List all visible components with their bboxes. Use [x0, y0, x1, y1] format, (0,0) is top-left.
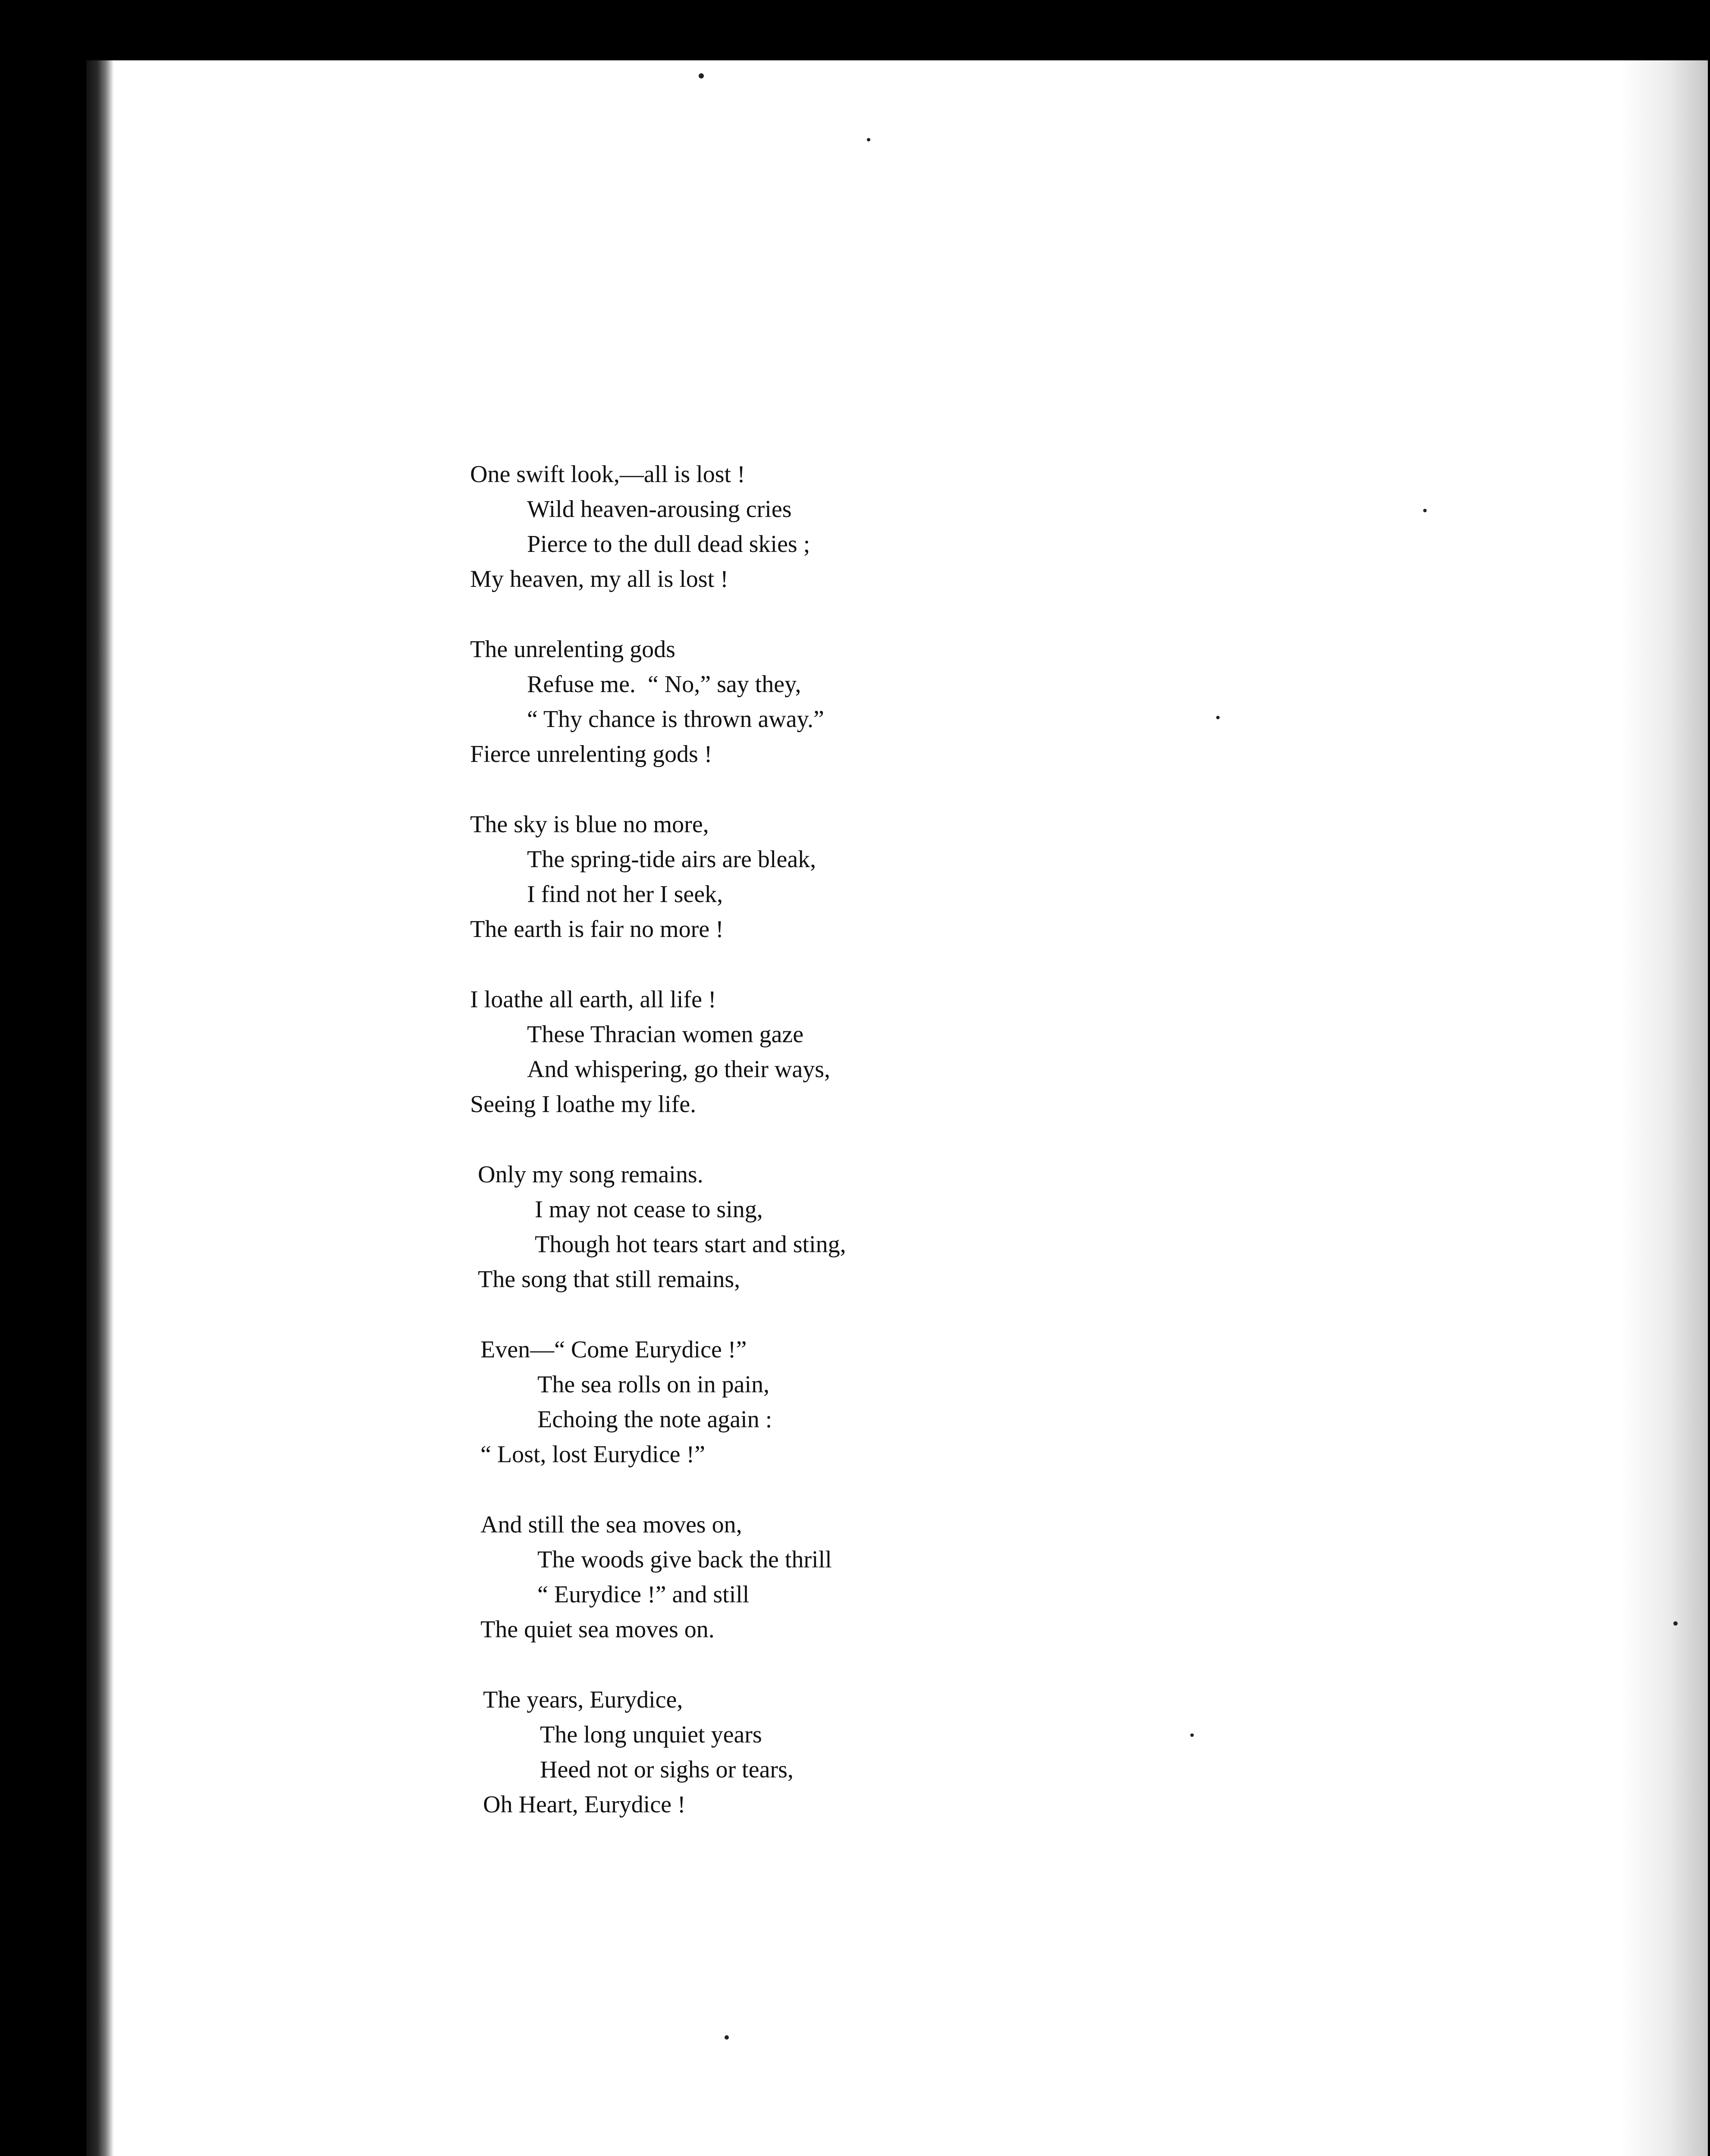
poem-line: Seeing I loathe my life. — [470, 1091, 697, 1118]
poem-line: My heaven, my all is lost ! — [470, 566, 728, 592]
poem-line: Fierce unrelenting gods ! — [470, 741, 712, 768]
poem-line: The sky is blue no more, — [470, 811, 709, 838]
page-binding-shadow — [86, 60, 114, 2156]
poem-line: Oh Heart, Eurydice ! — [483, 1791, 686, 1818]
poem-line: The unrelenting gods — [470, 636, 675, 663]
poem-line: And whispering, go their ways, — [527, 1056, 831, 1083]
poem-line: “ Thy chance is thrown away.” — [527, 706, 824, 733]
scan-speck — [1190, 1733, 1194, 1737]
poem-line: Refuse me. “ No,” say they, — [527, 671, 801, 698]
scan-speck — [1216, 716, 1220, 719]
poem-line: “ Eurydice !” and still — [537, 1581, 750, 1608]
scan-speck — [725, 2035, 729, 2040]
poem-line: One swift look,—all is lost ! — [470, 461, 745, 488]
stanza-5 — [478, 1157, 1290, 1297]
poem-line: These Thracian women gaze — [527, 1021, 804, 1048]
poem-line: The spring-tide airs are bleak, — [527, 846, 816, 873]
poem-line: The woods give back the thrill — [537, 1546, 832, 1573]
scan-speck — [1673, 1621, 1678, 1626]
stanza-2 — [470, 632, 1290, 772]
poem-line: The earth is fair no more ! — [470, 916, 724, 943]
page-edge-shading — [1622, 60, 1708, 2156]
stanza-7 — [480, 1507, 1290, 1647]
poem-line: I may not cease to sing, — [535, 1196, 763, 1223]
scan-speck — [1423, 509, 1427, 512]
stanza-3 — [470, 807, 1290, 947]
poem-line: The sea rolls on in pain, — [537, 1371, 770, 1398]
poem-line: The years, Eurydice, — [483, 1686, 683, 1713]
stanza-8 — [483, 1683, 1290, 1822]
poem-line: Pierce to the dull dead skies ; — [527, 531, 810, 558]
poem-line: Only my song remains. — [478, 1161, 703, 1188]
stanza-1 — [470, 457, 1290, 597]
scan-speck — [867, 138, 870, 141]
poem-line: Though hot tears start and sting, — [535, 1231, 846, 1258]
poem-line: The long unquiet years — [540, 1721, 762, 1748]
scan-speck — [699, 73, 704, 78]
poem-line: Heed not or sighs or tears, — [540, 1756, 794, 1783]
poem-line: Wild heaven-arousing cries — [527, 496, 792, 523]
poem-line: “ Lost, lost Eurydice !” — [480, 1441, 705, 1468]
poem — [470, 457, 1290, 1858]
poem-line: The song that still remains, — [478, 1266, 740, 1293]
poem-line: Even—“ Come Eurydice !” — [480, 1336, 747, 1363]
poem-line: Echoing the note again : — [537, 1406, 772, 1433]
poem-line: I find not her I seek, — [527, 881, 723, 908]
poem-line: I loathe all earth, all life ! — [470, 986, 716, 1013]
stanza-6 — [480, 1332, 1290, 1472]
book-page — [86, 60, 1708, 2156]
poem-line: The quiet sea moves on. — [480, 1616, 715, 1643]
poem-line: And still the sea moves on, — [480, 1511, 742, 1538]
stanza-4 — [470, 982, 1290, 1122]
